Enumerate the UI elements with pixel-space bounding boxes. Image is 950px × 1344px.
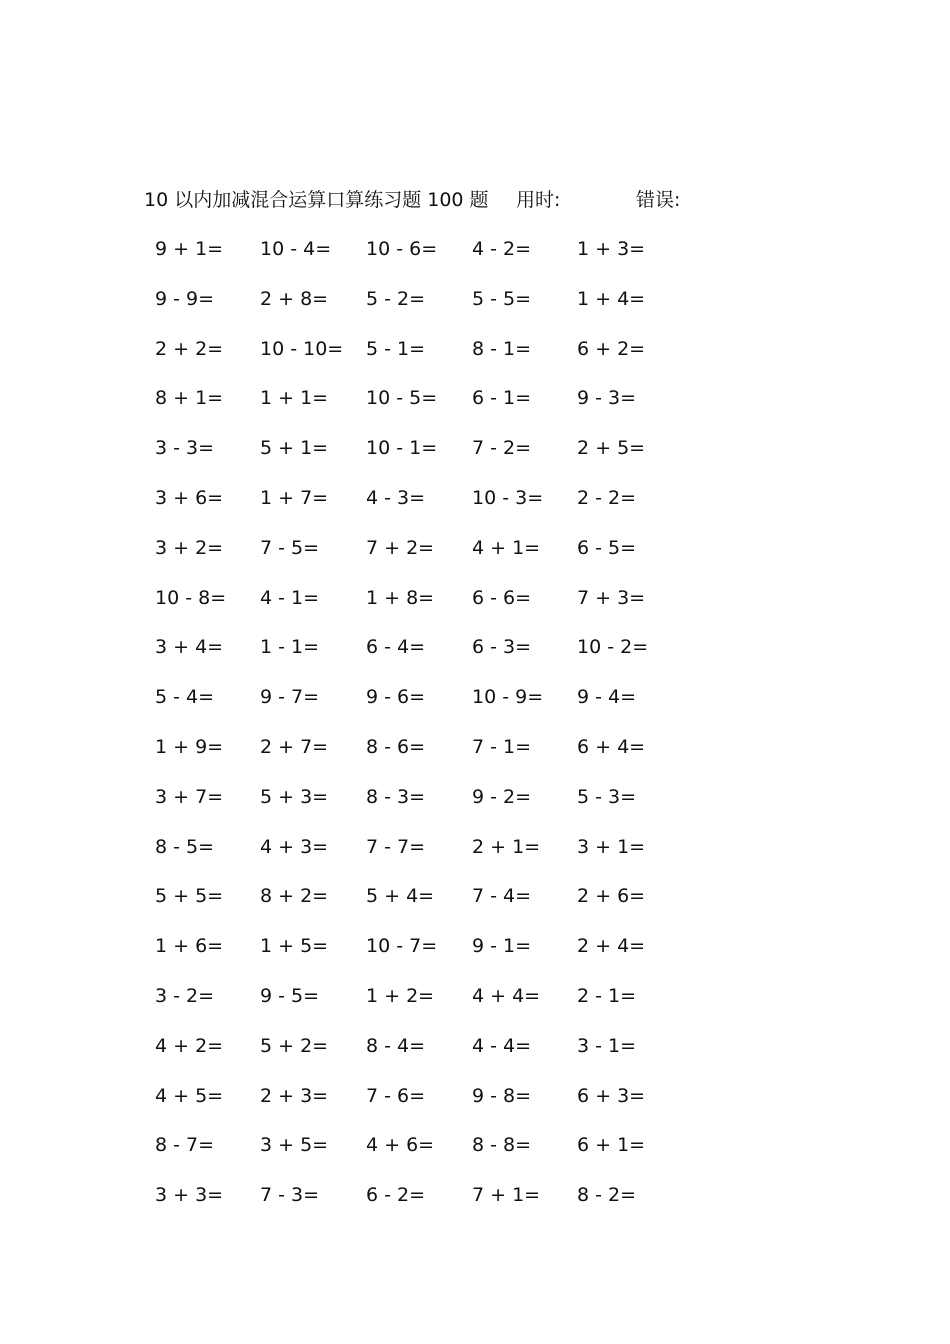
math-problem: 8 - 1=	[472, 337, 532, 360]
math-problem: 5 - 5=	[472, 287, 532, 310]
math-problem: 9 - 4=	[577, 686, 637, 709]
math-problem: 8 + 2=	[260, 885, 329, 908]
math-problem: 5 - 2=	[366, 287, 426, 310]
math-problem: 10 - 2=	[577, 636, 649, 659]
math-problem: 4 + 1=	[472, 536, 541, 559]
math-problem: 2 - 2=	[577, 486, 637, 509]
math-problem: 6 + 3=	[577, 1084, 646, 1107]
math-problem: 2 + 7=	[260, 735, 329, 758]
math-problem: 10 - 1=	[366, 437, 438, 460]
problem-row	[0, 234, 950, 284]
math-problem: 10 - 7=	[366, 935, 438, 958]
math-problem: 5 - 4=	[155, 686, 215, 709]
problem-row	[0, 1180, 950, 1230]
math-problem: 5 + 1=	[260, 437, 329, 460]
worksheet-header	[144, 186, 764, 214]
problem-row	[0, 533, 950, 583]
problem-row	[0, 284, 950, 334]
math-problem: 10 - 10=	[260, 337, 344, 360]
math-problem: 2 + 3=	[260, 1084, 329, 1107]
math-problem: 6 - 4=	[366, 636, 426, 659]
problem-row	[0, 931, 950, 981]
math-problem: 6 + 4=	[577, 735, 646, 758]
math-problem: 6 - 2=	[366, 1184, 426, 1207]
math-problem: 7 + 3=	[577, 586, 646, 609]
math-problem: 3 - 2=	[155, 984, 215, 1007]
problem-row	[0, 632, 950, 682]
math-problem: 9 - 7=	[260, 686, 320, 709]
problem-row	[0, 483, 950, 533]
problem-row	[0, 334, 950, 384]
problem-row	[0, 682, 950, 732]
math-problem: 4 + 2=	[155, 1034, 224, 1057]
math-problem: 7 + 1=	[472, 1184, 541, 1207]
math-problem: 9 - 8=	[472, 1084, 532, 1107]
math-problem: 10 - 9=	[472, 686, 544, 709]
math-problem: 2 + 4=	[577, 935, 646, 958]
math-problem: 6 + 2=	[577, 337, 646, 360]
math-problem: 3 + 2=	[155, 536, 224, 559]
math-problem: 10 - 4=	[260, 238, 332, 260]
math-problem: 9 - 5=	[260, 984, 320, 1007]
math-problem: 6 + 1=	[577, 1134, 646, 1157]
math-problem: 1 + 5=	[260, 935, 329, 958]
math-problem: 3 + 6=	[155, 486, 224, 509]
math-problem: 7 - 7=	[366, 835, 426, 858]
problem-row	[0, 1081, 950, 1131]
problem-row	[0, 782, 950, 832]
math-problem: 7 - 3=	[260, 1184, 320, 1207]
math-problem: 9 + 1=	[155, 238, 224, 260]
math-problem: 6 - 1=	[472, 387, 532, 410]
math-problem: 1 + 4=	[577, 287, 646, 310]
math-problem: 8 + 1=	[155, 387, 224, 410]
math-problem: 6 - 3=	[472, 636, 532, 659]
math-problem: 4 + 6=	[366, 1134, 435, 1157]
math-problem: 7 - 6=	[366, 1084, 426, 1107]
math-problem: 3 + 5=	[260, 1134, 329, 1157]
math-problem: 1 + 8=	[366, 586, 435, 609]
math-problem: 4 + 5=	[155, 1084, 224, 1107]
math-problem: 2 + 8=	[260, 287, 329, 310]
math-problem: 4 - 3=	[366, 486, 426, 509]
math-problem: 7 - 2=	[472, 437, 532, 460]
math-problem: 7 - 1=	[472, 735, 532, 758]
math-problem: 8 - 5=	[155, 835, 215, 858]
math-problem: 8 - 6=	[366, 735, 426, 758]
math-problem: 3 + 1=	[577, 835, 646, 858]
math-problem: 2 + 5=	[577, 437, 646, 460]
math-problem: 5 + 2=	[260, 1034, 329, 1057]
math-problem: 4 - 1=	[260, 586, 320, 609]
math-problem: 1 + 9=	[155, 735, 224, 758]
problem-row	[0, 583, 950, 633]
errors-label: 错误:	[636, 189, 681, 211]
math-problem: 2 + 6=	[577, 885, 646, 908]
math-problem: 9 - 6=	[366, 686, 426, 709]
problem-row	[0, 383, 950, 433]
math-problem: 1 + 6=	[155, 935, 224, 958]
time-used-label: 用时:	[516, 189, 561, 211]
math-problem: 6 - 6=	[472, 586, 532, 609]
math-problem: 1 + 1=	[260, 387, 329, 410]
math-problem: 3 - 3=	[155, 437, 215, 460]
problem-row	[0, 981, 950, 1031]
math-problem: 7 - 4=	[472, 885, 532, 908]
math-problem: 8 - 2=	[577, 1184, 637, 1207]
math-problem: 2 + 2=	[155, 337, 224, 360]
math-problem: 5 + 4=	[366, 885, 435, 908]
math-problem: 9 - 3=	[577, 387, 637, 410]
math-problem: 7 - 5=	[260, 536, 320, 559]
math-problem: 3 - 1=	[577, 1034, 637, 1057]
math-problem: 10 - 8=	[155, 586, 227, 609]
math-problem: 3 + 3=	[155, 1184, 224, 1207]
math-problem: 9 - 1=	[472, 935, 532, 958]
problem-row	[0, 881, 950, 931]
math-problem: 8 - 8=	[472, 1134, 532, 1157]
problem-grid	[0, 234, 950, 1230]
math-problem: 1 + 2=	[366, 984, 435, 1007]
problem-row	[0, 1031, 950, 1081]
math-problem: 2 - 1=	[577, 984, 637, 1007]
math-problem: 2 + 1=	[472, 835, 541, 858]
problem-row	[0, 433, 950, 483]
math-problem: 5 - 3=	[577, 785, 637, 808]
math-problem: 10 - 6=	[366, 238, 438, 260]
math-problem: 4 + 4=	[472, 984, 541, 1007]
math-problem: 9 - 9=	[155, 287, 215, 310]
math-problem: 5 + 5=	[155, 885, 224, 908]
math-problem: 3 + 7=	[155, 785, 224, 808]
math-problem: 5 - 1=	[366, 337, 426, 360]
math-problem: 8 - 4=	[366, 1034, 426, 1057]
math-problem: 4 - 2=	[472, 238, 532, 260]
problem-row	[0, 832, 950, 882]
math-problem: 1 + 3=	[577, 238, 646, 260]
math-problem: 7 + 2=	[366, 536, 435, 559]
math-problem: 8 - 7=	[155, 1134, 215, 1157]
problem-row	[0, 732, 950, 782]
worksheet-title: 10 以内加减混合运算口算练习题 100 题	[144, 189, 489, 211]
math-problem: 6 - 5=	[577, 536, 637, 559]
problem-row	[0, 1130, 950, 1180]
math-problem: 1 - 1=	[260, 636, 320, 659]
math-problem: 1 + 7=	[260, 486, 329, 509]
math-problem: 3 + 4=	[155, 636, 224, 659]
math-problem: 5 + 3=	[260, 785, 329, 808]
math-problem: 4 - 4=	[472, 1034, 532, 1057]
math-problem: 10 - 5=	[366, 387, 438, 410]
math-problem: 8 - 3=	[366, 785, 426, 808]
math-problem: 10 - 3=	[472, 486, 544, 509]
math-problem: 9 - 2=	[472, 785, 532, 808]
math-problem: 4 + 3=	[260, 835, 329, 858]
